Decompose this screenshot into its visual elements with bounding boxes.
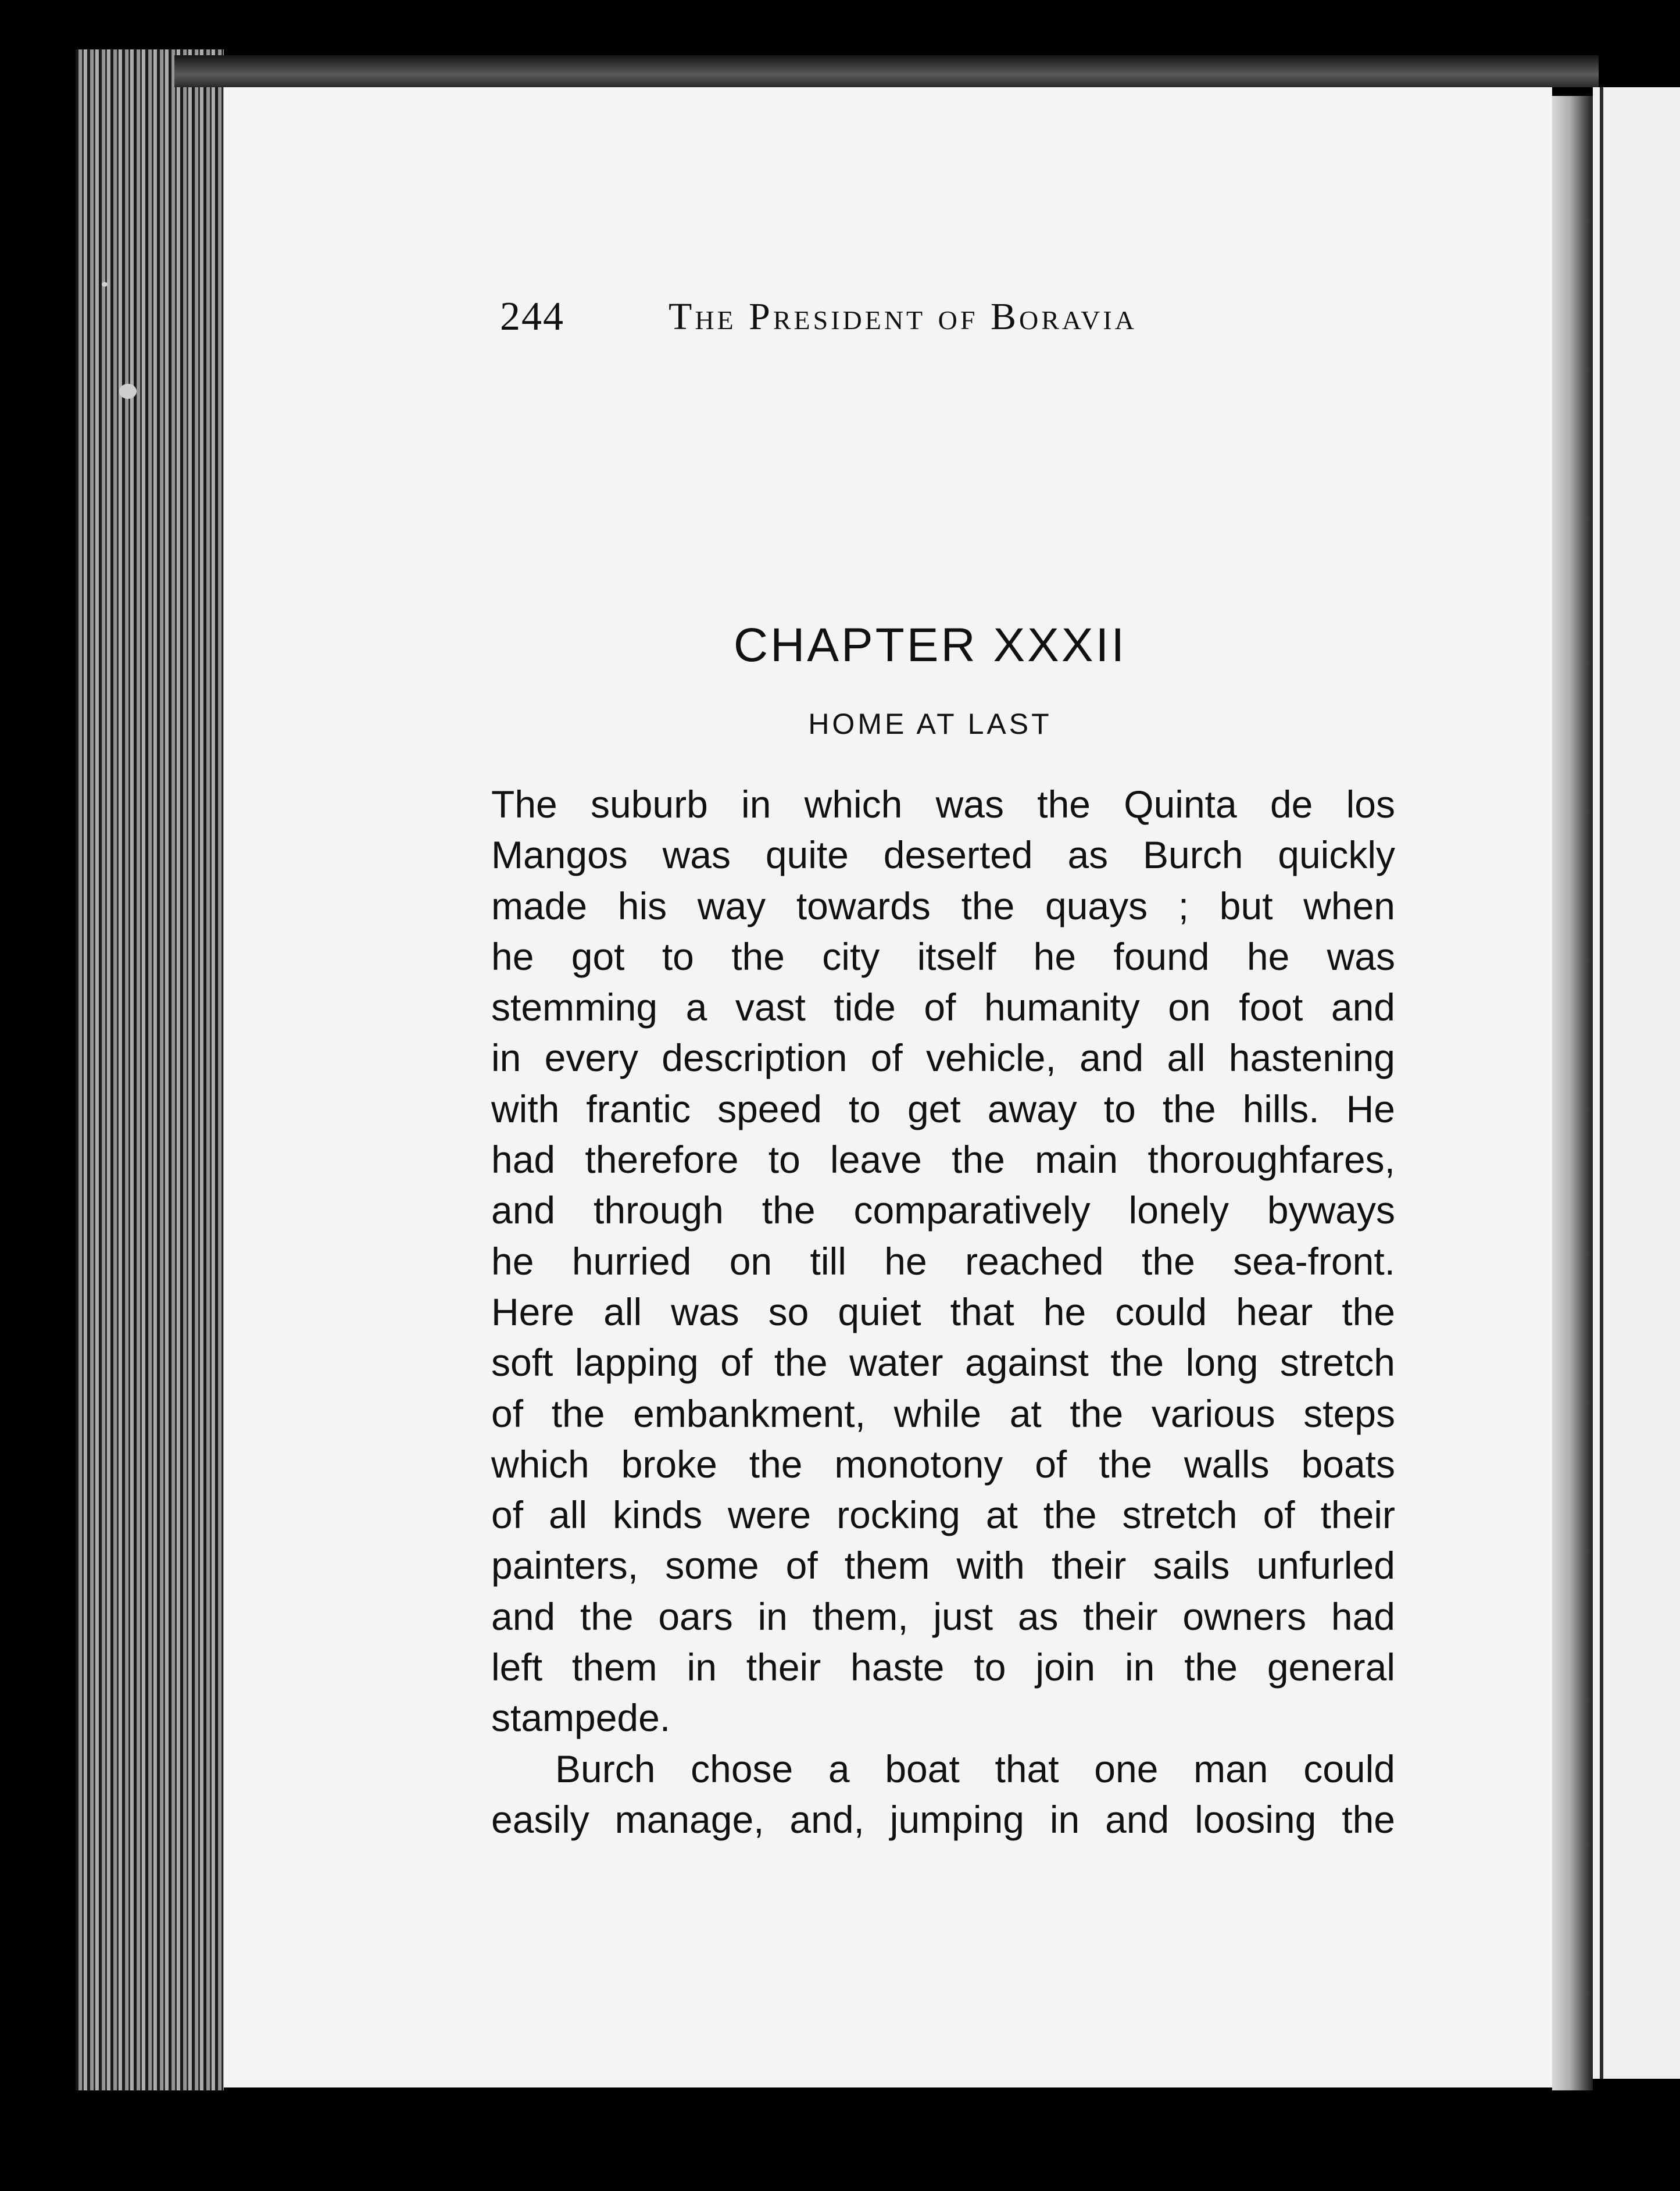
text-line: stemming a vast tide of humanity on foot and — [491, 986, 1395, 1029]
text-line: soft lapping of the water against the long stretch — [491, 1341, 1395, 1384]
page-number: 244 — [500, 294, 564, 339]
text-line: in every description of vehicle, and all hastening — [491, 1036, 1395, 1080]
chapter-subtitle: HOME AT LAST — [808, 708, 1052, 740]
running-head — [500, 291, 1232, 343]
facing-page-border — [1600, 87, 1603, 2079]
running-title: The President of Boravia — [669, 295, 1137, 338]
body-text — [491, 779, 1395, 1845]
chapter-heading: CHAPTER XXXII — [733, 619, 1127, 672]
text-line: of the embankment, while at the various steps — [491, 1391, 1395, 1435]
text-line: Burch chose a boat that one man could — [555, 1747, 1395, 1790]
dust-speck — [102, 282, 108, 287]
text-line: of all kinds were rocking at the stretch of their — [491, 1493, 1395, 1537]
paragraph — [491, 1744, 1395, 1846]
text-line: left them in their haste to join in the general — [491, 1646, 1395, 1689]
text-line: Here all was so quiet that he could hear the — [491, 1290, 1395, 1333]
facing-page-edge — [1593, 87, 1680, 2079]
text-line: he hurried on till he reached the sea-front. — [491, 1239, 1395, 1283]
page-edges-top — [174, 55, 1599, 87]
paragraph — [491, 779, 1395, 1744]
text-line: and the oars in them, just as their owners had — [491, 1594, 1395, 1638]
text-line: with frantic speed to get away to the hills. He — [491, 1087, 1395, 1130]
text-line: made his way towards the quays ; but when — [491, 884, 1395, 927]
text-line: which broke the monotony of the walls boats — [491, 1442, 1395, 1486]
book-gutter — [1552, 96, 1593, 2090]
text-line: had therefore to leave the main thoroughfares, — [491, 1138, 1395, 1182]
page-edges-left — [76, 49, 224, 2090]
text-line: easily manage, and, jumping in and loosing the — [491, 1797, 1395, 1841]
text-line: stampede. — [491, 1696, 671, 1740]
dust-speck — [119, 384, 137, 399]
text-line: he got to the city itself he found he was — [491, 934, 1395, 978]
text-line: The suburb in which was the Quinta de los — [491, 783, 1395, 826]
text-line: Mangos was quite deserted as Burch quickly — [491, 833, 1395, 877]
text-line: and through the comparatively lonely byways — [491, 1189, 1395, 1232]
text-line: painters, some of them with their sails unfurled — [491, 1544, 1395, 1587]
